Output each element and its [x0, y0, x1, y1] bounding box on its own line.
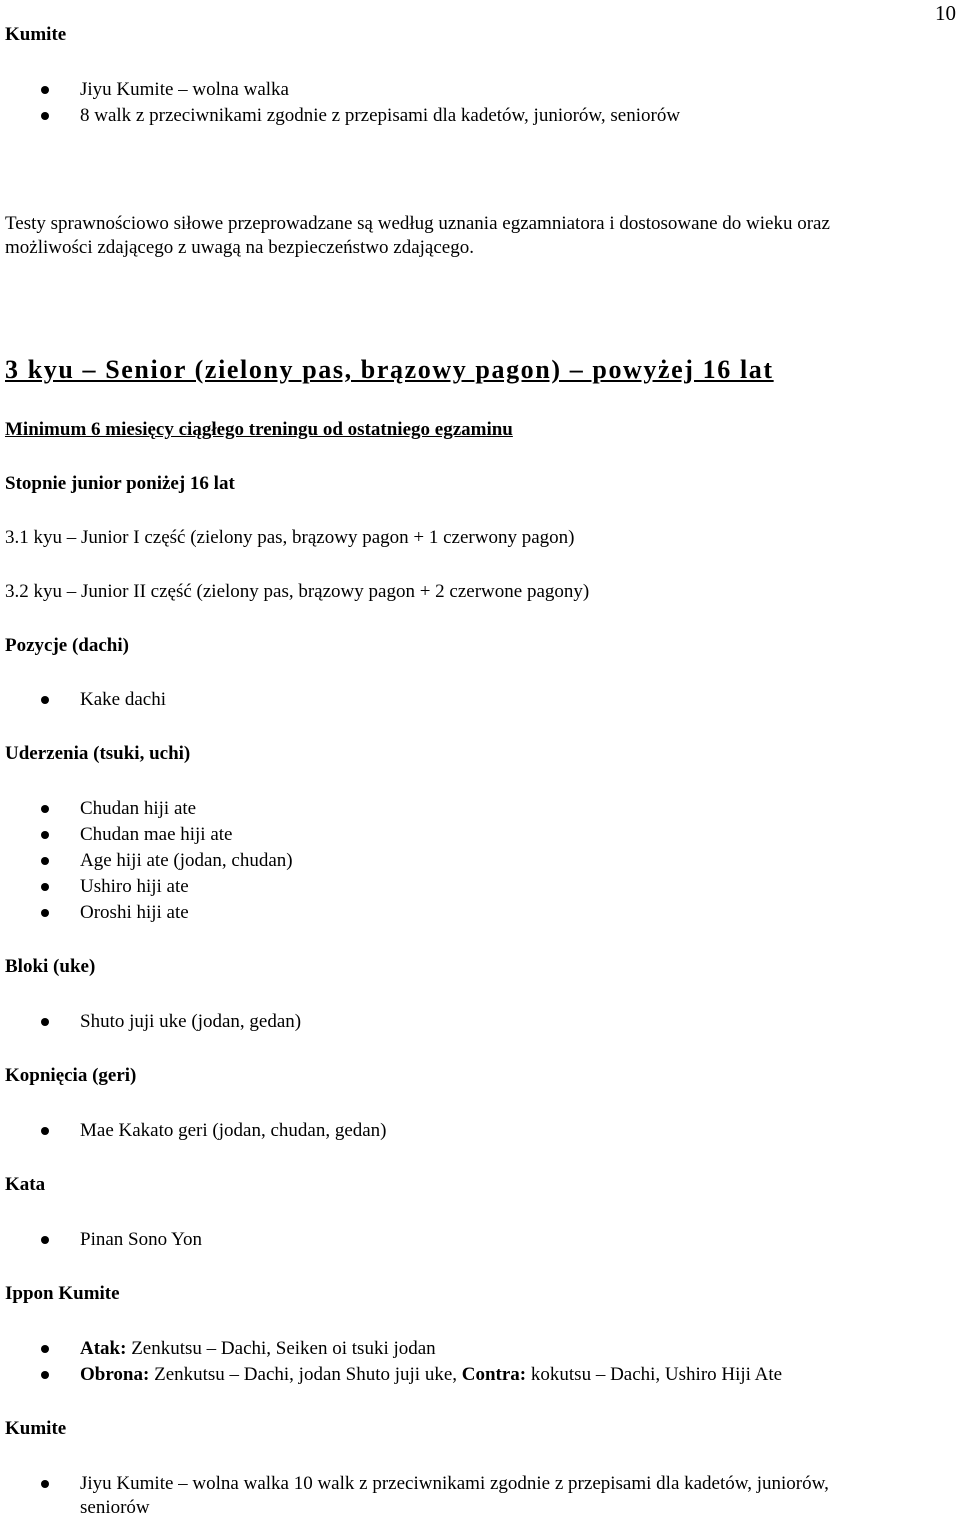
list-item-continuation: seniorów — [80, 1497, 150, 1518]
obrona-label: Obrona: — [80, 1364, 150, 1385]
list-item: Age hiji ate (jodan, chudan) — [80, 850, 293, 871]
list-item: Ushiro hiji ate — [80, 876, 189, 897]
bullet-icon — [41, 1345, 49, 1353]
section-heading: Ippon Kumite — [5, 1283, 120, 1304]
bullet-icon — [41, 909, 49, 917]
bullet-icon — [41, 883, 49, 891]
list-item — [80, 1338, 436, 1360]
obrona-text: Zenkutsu – Dachi, jodan Shuto juji uke, — [149, 1364, 462, 1385]
bullet-icon — [41, 1018, 49, 1026]
list-item: Jiyu Kumite – wolna walka 10 walk z przeciwnikami zgodnie z przepisami dla kadetów, juniorów, — [80, 1473, 829, 1494]
contra-label: Contra: — [461, 1364, 527, 1385]
list-item: 8 walk z przeciwnikami zgodnie z przepisami dla kadetów, juniorów, seniorów — [80, 105, 681, 126]
section-heading: Kopnięcia (geri) — [5, 1065, 137, 1086]
atak-text: Zenkutsu – Dachi, Seiken oi tsuki jodan — [126, 1338, 436, 1359]
bullet-icon — [41, 1371, 49, 1379]
page-title: 3 kyu – Senior (zielony pas, brązowy pagon) – powyżej 16 lat — [5, 355, 774, 384]
list-item: Mae Kakato geri (jodan, chudan, gedan) — [80, 1120, 387, 1141]
list-item: Shuto juji uke (jodan, gedan) — [80, 1011, 302, 1032]
bullet-icon — [41, 696, 49, 704]
paragraph-line: możliwości zdającego z uwagą na bezpieczeństwo zdającego. — [5, 237, 474, 258]
atak-label: Atak: — [80, 1338, 127, 1359]
junior-heading: Stopnie junior poniżej 16 lat — [5, 473, 235, 494]
section-heading: Kumite — [5, 1418, 67, 1439]
bullet-icon — [41, 112, 49, 120]
section-heading: Pozycje (dachi) — [5, 635, 129, 656]
list-item — [80, 1364, 782, 1386]
list-item: Jiyu Kumite – wolna walka — [80, 79, 289, 100]
list-item: Chudan hiji ate — [80, 798, 197, 819]
section-heading: Uderzenia (tsuki, uchi) — [5, 743, 191, 764]
bullet-icon — [41, 831, 49, 839]
paragraph-line: Testy sprawnościowo siłowe przeprowadzane są według uznania egzamniatora i dostosowane do wieku oraz — [5, 213, 830, 234]
junior-level-2: 3.2 kyu – Junior II część (zielony pas, brązowy pagon + 2 czerwone pagony) — [5, 581, 590, 602]
bullet-icon — [41, 805, 49, 813]
list-item: Pinan Sono Yon — [80, 1229, 202, 1250]
junior-level-1: 3.1 kyu – Junior I część (zielony pas, brązowy pagon + 1 czerwony pagon) — [5, 527, 575, 548]
section-heading: Bloki (uke) — [5, 956, 96, 977]
bullet-icon — [41, 1236, 49, 1244]
minimum-requirement: Minimum 6 miesięcy ciągłego treningu od ostatniego egzaminu — [5, 419, 513, 440]
bullet-icon — [41, 1480, 49, 1488]
page-number: 10 — [935, 1, 956, 25]
section-heading: Kata — [5, 1174, 46, 1195]
list-item: Chudan mae hiji ate — [80, 824, 233, 845]
bullet-icon — [41, 1127, 49, 1135]
list-item: Oroshi hiji ate — [80, 902, 189, 923]
bullet-icon — [41, 86, 49, 94]
contra-text: kokutsu – Dachi, Ushiro Hiji Ate — [526, 1364, 783, 1385]
kumite-heading: Kumite — [5, 24, 67, 45]
list-item: Kake dachi — [80, 689, 166, 710]
bullet-icon — [41, 857, 49, 865]
